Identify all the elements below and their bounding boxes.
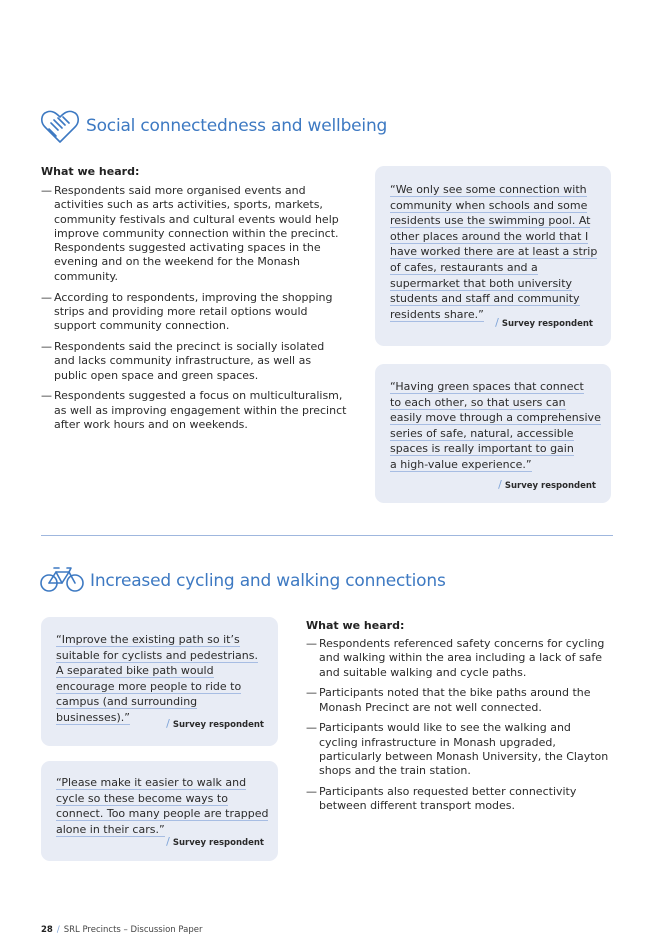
quote-attribution: / Survey respondent xyxy=(498,478,596,491)
quote-text: “We only see some connection with community when schools and some residents use the swimming pool. At other places around the world that I have worked there are at least a strip of cafes, restaurants and a supermarket that both university students and staff and community residents share.” xyxy=(390,183,598,321)
quote-text: “Please make it easier to walk and cycle so these become ways to connect. Too many people are trapped alone in their cars.” xyxy=(56,776,269,836)
list-item: — Respondents suggested a focus on multiculturalism, as well as improving engagement within the precinct after work hours and on weekends. xyxy=(41,389,347,432)
bicycle-icon xyxy=(40,565,84,593)
quote-text: “Improve the existing path so it’s suitable for cyclists and pedestrians. A separated bike path would encourage more people to ride to campus (and surrounding businesses).” xyxy=(56,633,258,724)
section-title-social: Social connectedness and wellbeing xyxy=(86,116,388,136)
quote-card xyxy=(41,761,278,861)
what-we-heard-list xyxy=(41,184,347,439)
list-item: — According to respondents, improving the shopping strips and providing more retail options would support community connection. xyxy=(41,291,347,334)
list-item: — Respondents said the precinct is socially isolated and lacks community infrastructure, as well as public open space and green spaces. xyxy=(41,340,347,383)
section-title-cycling: Increased cycling and walking connections xyxy=(90,571,446,591)
footer-text: SRL Precincts – Discussion Paper xyxy=(63,925,203,935)
what-we-heard-heading: What we heard: xyxy=(41,165,140,178)
quote-card xyxy=(375,364,611,503)
quote-card xyxy=(41,617,278,746)
quote-attribution: / Survey respondent xyxy=(166,835,264,848)
page-footer: 28 / SRL Precincts – Discussion Paper xyxy=(41,925,203,935)
quote-attribution: / Survey respondent xyxy=(495,316,593,329)
list-item: — Participants would like to see the walking and cycling infrastructure in Monash upgraded, particularly between Monash University, the Clayton shops and the train station. xyxy=(306,721,612,778)
list-item: — Participants also requested better connectivity between different transport modes. xyxy=(306,785,612,814)
list-item: — Respondents said more organised events and activities such as arts activities, sports, markets, community festivals and cultural events would help improve community connection within the precinct. Respondents suggested activating spaces in the evening and on the weekend for the Monash community. xyxy=(41,184,347,284)
page-number: 28 xyxy=(41,925,53,935)
section-divider xyxy=(41,535,613,536)
quote-text: “Having green spaces that connect to each other, so that users can easily move through a comprehensive series of safe, natural, accessible spaces is really important to gain a high-value experience.” xyxy=(390,380,601,471)
quote-attribution: / Survey respondent xyxy=(166,717,264,730)
quote-card xyxy=(375,166,611,346)
list-item: — Participants noted that the bike paths around the Monash Precinct are not well connected. xyxy=(306,686,612,715)
list-item: — Respondents referenced safety concerns for cycling and walking within the area including a lack of safe and suitable walking and cycle paths. xyxy=(306,637,612,680)
what-we-heard-heading: What we heard: xyxy=(306,619,405,632)
what-we-heard-list xyxy=(306,637,612,820)
handshake-heart-icon xyxy=(40,109,80,145)
